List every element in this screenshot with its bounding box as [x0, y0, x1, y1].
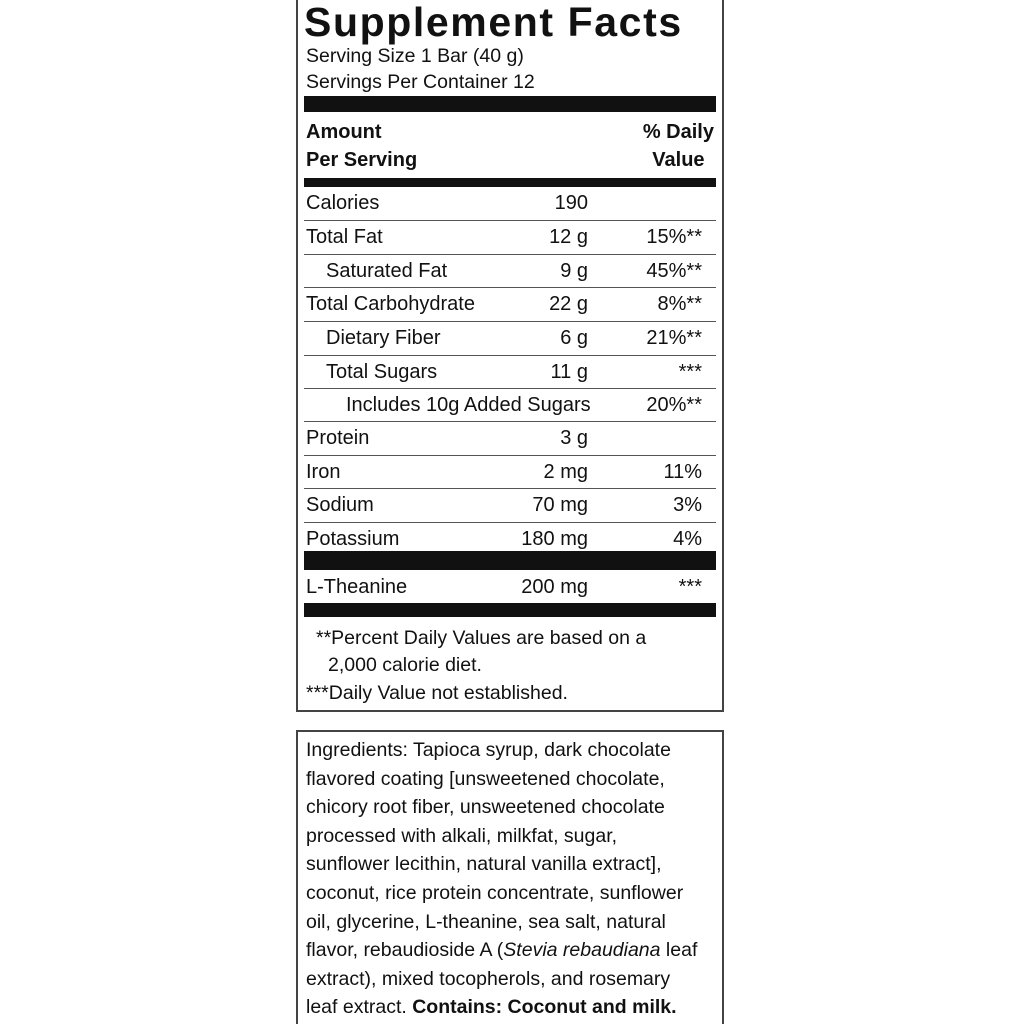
nutrient-row	[304, 488, 716, 522]
ingredients-line: extract), mixed tocopherols, and rosemary	[306, 967, 671, 990]
ingredients-line: processed with alkali, milkfat, sugar,	[306, 824, 618, 847]
ingredients-text-segment: leaf extract.	[306, 996, 413, 1019]
thick-divider	[304, 96, 716, 112]
nutrient-row	[304, 254, 716, 288]
nutrient-daily-value: 15%**	[646, 226, 702, 248]
header-amount-line-1: Amount	[306, 121, 382, 143]
ingredients-line: flavored coating [unsweetened chocolate,	[306, 767, 665, 790]
supplement-facts-panel	[296, 0, 724, 712]
footnote-dv-basis: **Percent Daily Values are based on a	[316, 627, 647, 649]
nutrient-daily-value: 45%**	[646, 260, 702, 282]
ingredients-text-segment: flavor, rebaudioside A (	[306, 939, 504, 962]
ingredients-line: Ingredients: Tapioca syrup, dark chocolate	[306, 739, 671, 761]
nutrient-name: Calories	[306, 192, 380, 214]
nutrient-name: L-Theanine	[306, 576, 408, 598]
nutrient-name: Includes 10g Added Sugars	[346, 394, 591, 416]
nutrient-name: Total Sugars	[326, 361, 438, 383]
servings-per-container: Servings Per Container 12	[306, 71, 535, 93]
header-divider	[304, 178, 716, 187]
ingredients-line	[306, 993, 714, 1022]
nutrient-amount: 2 mg	[543, 461, 588, 483]
thick-divider-2	[304, 551, 716, 570]
footnote-dv-basis-cont: 2,000 calorie diet.	[328, 654, 482, 676]
nutrient-daily-value: 4%	[673, 528, 702, 550]
ingredients-line: coconut, rice protein concentrate, sunflower	[306, 881, 684, 904]
nutrient-name: Total Fat	[306, 226, 383, 248]
nutrient-daily-value: 8%**	[657, 293, 702, 315]
nutrient-amount: 22 g	[549, 293, 588, 315]
ingredients-line: oil, glycerine, L-theanine, sea salt, natural	[306, 910, 666, 933]
header-amount	[306, 118, 417, 174]
nutrient-daily-value: 3%	[673, 494, 702, 516]
nutrient-name: Potassium	[306, 528, 400, 550]
nutrient-name: Protein	[306, 427, 370, 449]
nutrient-name: Dietary Fiber	[326, 327, 441, 349]
nutrient-row	[304, 220, 716, 254]
serving-size: Serving Size 1 Bar (40 g)	[306, 45, 524, 67]
nutrient-amount: 70 mg	[532, 494, 588, 516]
header-dv-line-1: % Daily	[642, 121, 714, 143]
ingredients-text-segment: leaf	[660, 939, 698, 962]
nutrient-row	[304, 187, 716, 220]
nutrient-amount: 9 g	[560, 260, 588, 282]
thick-divider-3	[304, 603, 716, 617]
nutrient-amount: 200 mg	[521, 576, 588, 598]
nutrient-amount: 12 g	[549, 226, 588, 248]
ingredients-italic-name: Stevia rebaudiana	[503, 939, 661, 962]
nutrient-name: Saturated Fat	[326, 260, 448, 282]
ingredients-panel	[296, 730, 724, 1024]
nutrient-daily-value: ***	[678, 361, 702, 383]
nutrient-name: Sodium	[306, 494, 374, 516]
nutrient-amount: 11 g	[550, 361, 588, 383]
nutrient-row	[304, 287, 716, 321]
nutrient-row	[304, 388, 716, 422]
nutrient-amount: 180 mg	[521, 528, 588, 550]
nutrient-amount: 190	[554, 192, 588, 214]
allergen-statement: Contains: Coconut and milk.	[412, 996, 677, 1019]
ingredients-line: sunflower lecithin, natural vanilla extract],	[306, 853, 662, 876]
ingredients-line	[306, 936, 714, 965]
ingredients-line: chicory root fiber, unsweetened chocolate	[306, 796, 665, 819]
nutrient-row	[304, 321, 716, 355]
footnote-not-established: ***Daily Value not established.	[306, 682, 568, 704]
nutrient-daily-value: 11%	[663, 461, 702, 483]
header-daily-value	[643, 118, 714, 174]
header-amount-line-2: Per Serving	[306, 149, 418, 171]
nutrient-amount: 3 g	[560, 427, 588, 449]
ingredients-text	[306, 736, 714, 1022]
nutrient-row	[304, 421, 716, 455]
nutrient-daily-value: 20%**	[646, 394, 702, 416]
nutrient-row	[304, 455, 716, 489]
nutrient-name: Iron	[306, 461, 341, 483]
nutrient-amount: 6 g	[560, 327, 588, 349]
nutrient-row	[304, 571, 716, 604]
nutrient-row	[304, 355, 716, 389]
nutrient-daily-value: ***	[678, 576, 702, 598]
nutrient-name: Total Carbohydrate	[306, 293, 475, 315]
panel-title: Supplement Facts	[304, 0, 683, 45]
nutrient-daily-value: 21%**	[646, 327, 702, 349]
header-dv-line-2: Value	[652, 149, 705, 171]
